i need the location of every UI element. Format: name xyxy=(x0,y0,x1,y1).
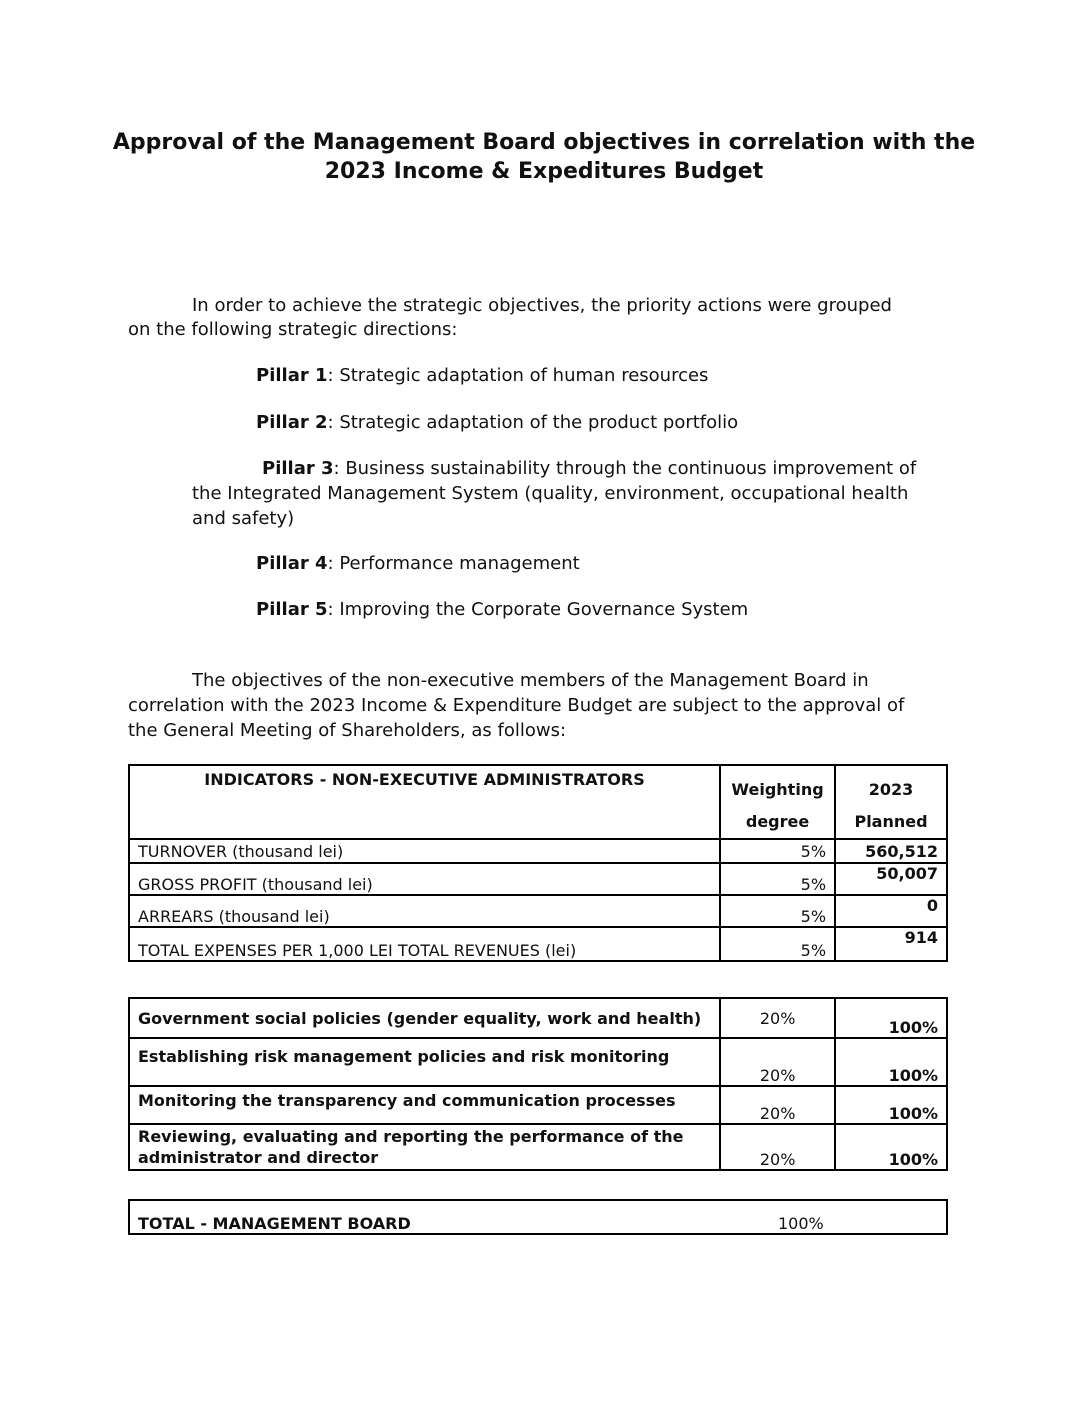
indicators-header-row xyxy=(129,765,947,839)
total-weight: 100% xyxy=(778,1214,824,1233)
row-label: Government social policies (gender equality, work and health) xyxy=(129,998,720,1038)
row-label xyxy=(129,1124,720,1170)
row-label: TOTAL EXPENSES PER 1,000 LEI TOTAL REVENUES (lei) xyxy=(129,927,720,961)
row-label: Monitoring the transparency and communication processes xyxy=(129,1086,720,1124)
intro-line-2: on the following strategic directions: xyxy=(128,319,458,340)
document-title xyxy=(0,128,1088,186)
pillar-4-text: : Performance management xyxy=(327,553,580,574)
weighting-header xyxy=(720,765,835,839)
pillar-4-label: Pillar 4 xyxy=(256,553,328,574)
planned-header-line-2: Planned xyxy=(854,812,928,831)
row-weight: 5% xyxy=(720,927,835,961)
planned-header-line-1: 2023 xyxy=(868,780,914,799)
total-table xyxy=(128,1199,948,1235)
row-planned: 0 xyxy=(835,895,947,927)
row-planned: 50,007 xyxy=(835,863,947,895)
weighting-header-line-1: Weighting xyxy=(731,780,824,799)
row-label: ARREARS (thousand lei) xyxy=(129,895,720,927)
row-weight: 5% xyxy=(720,863,835,895)
pillar-3-line-3: and safety) xyxy=(192,508,295,529)
table-row xyxy=(129,1038,947,1086)
table-row xyxy=(129,863,947,895)
row-label: GROSS PROFIT (thousand lei) xyxy=(129,863,720,895)
row-weight: 20% xyxy=(720,1038,835,1086)
row-weight: 20% xyxy=(720,1086,835,1124)
table-row xyxy=(129,998,947,1038)
row-planned: 100% xyxy=(835,1038,947,1086)
row-label: Establishing risk management policies and risk monitoring xyxy=(129,1038,720,1086)
planned-header xyxy=(835,765,947,839)
table-row xyxy=(129,839,947,863)
row-label-line-1: Reviewing, evaluating and reporting the performance of the xyxy=(138,1127,684,1146)
total-cell xyxy=(129,1200,947,1234)
total-row xyxy=(129,1200,947,1234)
row-label-line-2: administrator and director xyxy=(138,1148,379,1167)
weighting-header-line-2: degree xyxy=(745,812,810,831)
intro-line-1: In order to achieve the strategic objectives, the priority actions were grouped xyxy=(192,295,892,316)
row-planned: 100% xyxy=(835,1086,947,1124)
pillar-4 xyxy=(256,551,580,576)
pillar-3-label: Pillar 3 xyxy=(262,458,334,479)
table-row xyxy=(129,927,947,961)
row-planned: 100% xyxy=(835,1124,947,1170)
row-weight: 20% xyxy=(720,998,835,1038)
row-weight: 5% xyxy=(720,839,835,863)
pillar-5-label: Pillar 5 xyxy=(256,599,328,620)
row-planned: 100% xyxy=(835,998,947,1038)
pillar-1-label: Pillar 1 xyxy=(256,365,328,386)
row-planned: 914 xyxy=(835,927,947,961)
total-label: TOTAL - MANAGEMENT BOARD xyxy=(138,1214,411,1233)
pillar-2-text: : Strategic adaptation of the product portfolio xyxy=(327,412,739,433)
pillar-3-line-2: the Integrated Management System (quality, environment, occupational health xyxy=(192,483,909,504)
pillar-3-text: : Business sustainability through the continuous improvement of xyxy=(333,458,917,479)
row-weight: 5% xyxy=(720,895,835,927)
indicators-table xyxy=(128,764,948,962)
objectives-line-1: The objectives of the non-executive members of the Management Board in xyxy=(192,670,869,691)
pillar-5 xyxy=(256,597,748,622)
pillar-1-text: : Strategic adaptation of human resources xyxy=(327,365,709,386)
pillar-2 xyxy=(256,410,738,435)
objectives-line-2: correlation with the 2023 Income & Expenditure Budget are subject to the approval of xyxy=(128,695,905,716)
pillar-2-label: Pillar 2 xyxy=(256,412,328,433)
row-label: TURNOVER (thousand lei) xyxy=(129,839,720,863)
table-row xyxy=(129,1124,947,1170)
objectives-table xyxy=(128,997,948,1171)
row-planned: 560,512 xyxy=(835,839,947,863)
table-row xyxy=(129,1086,947,1124)
objectives-line-3: the General Meeting of Shareholders, as follows: xyxy=(128,720,567,741)
pillar-1 xyxy=(256,363,708,388)
title-line-2: 2023 Income & Expeditures Budget xyxy=(324,159,764,184)
title-line-1: Approval of the Management Board objectives in correlation with the xyxy=(112,130,976,155)
pillar-3 xyxy=(262,456,916,481)
row-weight: 20% xyxy=(720,1124,835,1170)
pillar-5-text: : Improving the Corporate Governance System xyxy=(327,599,749,620)
indicators-header: INDICATORS - NON-EXECUTIVE ADMINISTRATORS xyxy=(129,765,720,839)
table-row xyxy=(129,895,947,927)
